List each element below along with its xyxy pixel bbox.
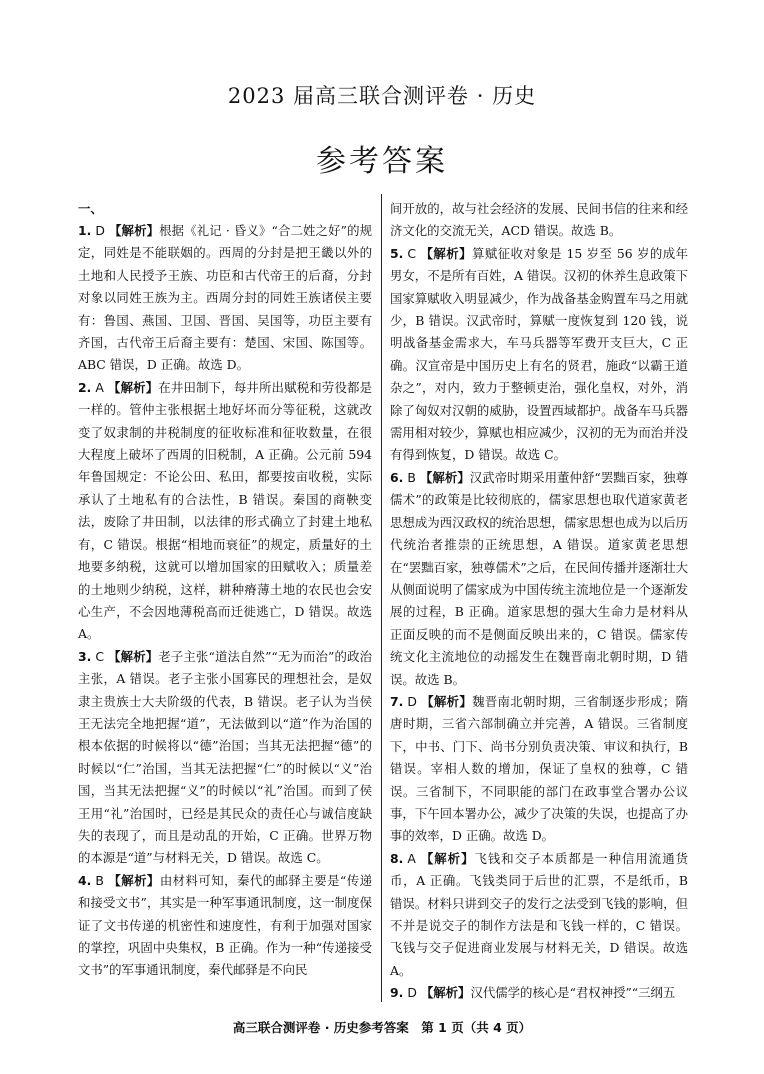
- column-divider: [381, 194, 382, 1002]
- analysis-text: 在井田制下，每井所出赋税和劳役都是一样的。管仲主张根据土地好坏而分等征税，这就改变了奴隶制的井税制度的征收标准和征收数量，在很大程度上破坏了西周的旧税制，A 正确。公元前 594 年鲁国规定：不论公田、私田，都要按亩收税，实际承认了土地私有的合法性，B 错误。秦国的商鞅变法，废除了井田制，以法律的形式确立了封建土地私有，C 错误。根据“相地而衰征”的规定，质量好的土地要多纳税，这就可以增加国家的田赋收入；质量差的土地则少纳税，这样，耕种瘠薄土地的农民也会安心生产，不会因地薄税高而迁徙逃亡，D 错误。故选 A。: [78, 379, 373, 642]
- analysis-tag: 【解析】: [108, 648, 159, 664]
- answer-item: [390, 198, 688, 243]
- right-column: [390, 198, 688, 1005]
- answer-letter: C: [95, 648, 104, 664]
- analysis-text: 魏晋南北朝时期，三省制逐步形成；隋唐时期，三省六部制确立并完善，A 错误。三省制度下，中书、门下、尚书分别负责决策、审议和执行，B 错误。宰相人数的增加，保证了皇权的独尊，C 错误。三省制下，不同职能的部门在政事堂合署办公议事，下午回本署办公，减少了决策的失误，也提高了办事的效率，D 正确。故选 D。: [390, 693, 689, 844]
- answer-item: [78, 220, 372, 377]
- answer-letter: D: [407, 985, 417, 1001]
- analysis-text: 汉代儒学的核心是“君权神授”“三纲五: [470, 985, 676, 1001]
- question-number: 1.: [78, 223, 92, 238]
- answer-item: [390, 691, 688, 848]
- analysis-tag: 【解析】: [419, 469, 470, 485]
- question-number: 9.: [390, 985, 404, 1001]
- analysis-text: 汉武帝时期采用董仲舒“罢黜百家，独尊儒术”的政策是比较彻底的，儒家思想也取代道家黄老思想成为西汉政权的统治思想，儒家思想也成为以后历代统治者推崇的正统思想，A 错误。道家黄老思想在“罢黜百家，独尊儒术”之后，在民间传播并逐渐壮大从侧面说明了儒家成为中国传统主流地位是一个逐渐发展的过程，B 正确。道家思想的强大生命力是材料从正面反映的而不是侧面反映出来的，C 错误。儒家传统文化主流地位的动摇发生在魏晋南北朝时期，D 错误。故选 B。: [390, 469, 689, 687]
- answer-item: [78, 377, 372, 646]
- analysis-text: 间开放的，故与社会经济的发展、民间书信的往来和经济文化的交流无关，ACD 错误。故选 B。: [390, 201, 688, 239]
- analysis-tag: 【解析】: [420, 245, 472, 261]
- answer-letter: D: [95, 223, 105, 238]
- answer-item: [390, 982, 688, 1004]
- question-number: 7.: [390, 693, 404, 709]
- analysis-tag: 【解析】: [419, 850, 475, 866]
- analysis-text: 算赋征收对象是 15 岁至 56 岁的成年男女，不是所有百姓，A 错误。汉初的休养生息政策下国家算赋收入明显减少，作为战备基金购置车马之用就少，B 错误。汉武帝时，算赋一度恢复到 120 钱，说明战备基金需求大，车马兵器等军费开支巨大，C 正确。汉宣帝是中国历史上有名的贤君，施政“以霸王道杂之”，对内，致力于整顿吏治，强化皇权，对外，消除了匈奴对汉朝的威胁，设置西域都护。战备车马兵器需用相对较少，算赋也相应减少，汉初的无为而治并没有得到恢复，D 错误。故选 C。: [390, 245, 689, 463]
- question-number: 3.: [78, 648, 92, 664]
- analysis-tag: 【解析】: [107, 872, 160, 888]
- question-number: 2.: [78, 379, 92, 395]
- left-answer-list: [78, 220, 372, 982]
- page-footer: 高三联合测评卷 · 历史参考答案 第 1 页（共 4 页）: [232, 1020, 532, 1035]
- answer-letter: A: [407, 850, 416, 866]
- answer-letter: B: [95, 872, 104, 888]
- analysis-tag: 【解析】: [420, 985, 471, 1001]
- answer-item: [78, 870, 372, 982]
- answer-letter: A: [95, 379, 104, 395]
- document-title: 2023 届高三联合测评卷 · 历史: [227, 84, 537, 108]
- right-answer-list: [390, 198, 688, 1005]
- question-number: 8.: [390, 850, 404, 866]
- section-label: 一、: [78, 201, 103, 216]
- answer-letter: C: [407, 245, 416, 261]
- question-number: 4.: [78, 872, 92, 888]
- answer-letter: B: [407, 469, 416, 485]
- answer-item: [78, 646, 372, 870]
- analysis-tag: 【解析】: [107, 379, 159, 395]
- left-column: [78, 198, 372, 982]
- analysis-text: 老子主张“道法自然”“无为而治”的政治主张，A 错误。老子主张小国寡民的理想社会，是奴隶主贵族士大夫阶级的代表，B 错误。老子认为当侯王无法完全地把握“道”，无法做到以“道”作为治国的根本依据的时候将以“德”治国；当其无法把握“德”的时候以“仁”治国，当其无法把握“仁”的时候以“义”治国，当其无法把握“义”的时候以“礼”治国。而到了侯王用“礼”治国时，已经是其民众的责任心与诚信度缺失的表现了，而且是动乱的开始，C 正确。世界万物的本源是“道”与材料无关，D 错误。故选 C。: [78, 648, 373, 866]
- answer-item: [390, 848, 688, 982]
- document-subtitle: 参考答案: [316, 144, 448, 179]
- analysis-text: 由材料可知，秦代的邮驿主要是“传递和接受文书”，其实是一种军事通讯制度，这一制度保证了文书传递的机密性和速度性，有利于加强对国家的掌控，巩固中央集权，B 正确。作为一种“传递接受文书”的军事通讯制度，秦代邮驿是不向民: [78, 872, 373, 978]
- question-number: 6.: [390, 469, 404, 485]
- analysis-tag: 【解析】: [108, 223, 160, 238]
- analysis-tag: 【解析】: [420, 693, 473, 709]
- answer-item: [390, 243, 688, 467]
- question-number: 5.: [390, 245, 404, 261]
- answer-letter: D: [407, 693, 417, 709]
- analysis-text: 飞钱和交子本质都是一种信用流通货币，A 正确。飞钱类同于后世的汇票，不是纸币，B 错误。材料只讲到交子的发行之法受到飞钱的影响，但不并是说交子的制作方法是和飞钱一样的，C 错误。飞钱与交子促进商业发展与材料无关，D 错误。故选 A。: [390, 850, 689, 978]
- analysis-text: 根据《礼记 · 昏义》“合二姓之好”的规定，同姓是不能联姻的。西周的分封是把王畿以外的土地和人民授予王族、功臣和古代帝王的后裔，分封对象以同姓王族为主。西周分封的同姓王族诸侯主要有：鲁国、燕国、卫国、晋国、吴国等，功臣主要有齐国，古代帝王后裔主要有：楚国、宋国、陈国等。ABC 错误，D 正确。故选 D。: [78, 223, 372, 373]
- answer-item: [390, 467, 688, 691]
